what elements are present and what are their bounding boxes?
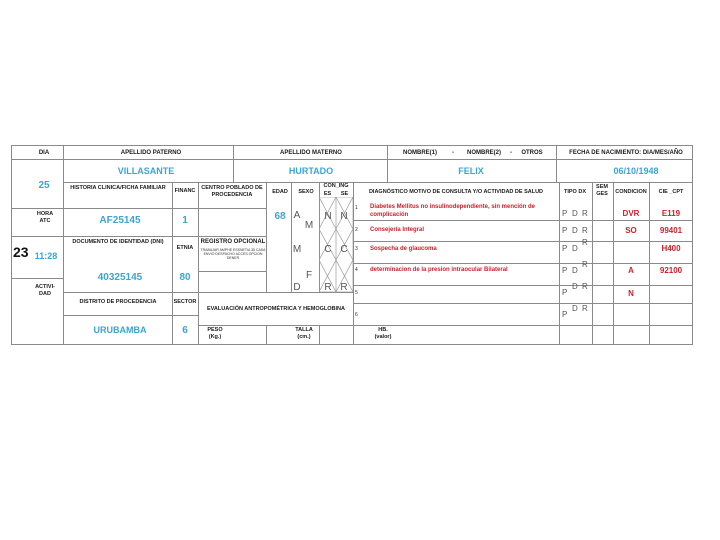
tipo-p: P [562, 310, 568, 319]
es-label: ES [323, 191, 332, 197]
sexo-label: SEXO [298, 189, 314, 195]
row-number: 1 [355, 205, 358, 211]
tipo-r: R [582, 238, 588, 247]
sex-f: F [305, 270, 313, 281]
condicion-value: DVR [622, 209, 640, 218]
tipo-r: R [582, 260, 588, 269]
tipo-p: P [562, 226, 568, 235]
talla-label: TALLA (cm.) [295, 327, 313, 340]
hb-label: HB. (valor) [374, 327, 392, 340]
header-dia: DIA [38, 150, 50, 156]
tipo-d: D [572, 209, 578, 218]
tipo-d: D [572, 226, 578, 235]
hora-atc-label: HORA ATC [36, 211, 54, 224]
tipo-r: R [582, 226, 588, 235]
actividad-label: ACTIVI-DAD [35, 284, 55, 297]
dx-text: Diabetes Mellitus no insulinodependiente, sin mención de complicación [370, 204, 536, 218]
cie-value: E119 [661, 209, 681, 218]
sector-label: SECTOR [173, 299, 197, 305]
registro-opcional-label: REGISTRO OPCIONAL [200, 239, 266, 245]
documento-label: DOCUMENTO DE IDENTIDAD (DNI) [72, 239, 164, 245]
header-dash2: - [510, 150, 512, 156]
con-ing-se-2: C [340, 244, 348, 255]
cie-cpt-label: CIE _CPT [658, 189, 684, 195]
condicion-value: SO [625, 226, 637, 235]
historia-label: HISTORIA CLINICA/FICHA FAMILIAR [70, 185, 166, 191]
edad-label: EDAD [272, 189, 288, 195]
con-ing-se-1: N [340, 211, 348, 222]
dx-text: determinacion de la presion intraocular Bilateral [370, 267, 508, 273]
tipo-p: P [562, 244, 568, 253]
distrito-label: DISTRITO DE PROCEDENCIA [79, 299, 157, 305]
condicion-value: N [628, 289, 634, 298]
centro-poblado-label: CENTRO POBLADO DE PROCEDENCIA [201, 185, 263, 198]
con-ing-se-3: R [340, 282, 348, 293]
historia-value: AF25145 [99, 215, 141, 226]
cie-value: 92100 [659, 266, 683, 275]
sem-ges-label: SEM GES [596, 184, 608, 197]
row-number: 3 [355, 246, 358, 252]
tipo-p: P [562, 209, 568, 218]
peso-label: PESO (Kg.) [207, 327, 223, 340]
tipo-dx-label: TIPO DX [563, 189, 586, 195]
sex-m1: M [304, 220, 314, 231]
apellido-materno-value: HURTADO [288, 166, 334, 176]
header-nombre2: NOMBRE(2) [467, 150, 501, 156]
nombre-value: FELIX [458, 166, 484, 176]
con-ing-es-1: N [324, 211, 332, 222]
condicion-label: CONDICION [615, 189, 647, 195]
registro-sub-label: TRABAJAR AMPHE ESSNETIA 35 CASA ENVIO DESPACHO ACCES OPCION DENER [200, 248, 266, 260]
cie-value: H400 [661, 244, 681, 253]
header-apellido-paterno: APELLIDO PATERNO [120, 150, 182, 156]
con-ing-label: CON_ING [323, 183, 349, 189]
row-number: 5 [355, 290, 358, 296]
financ-label: FINANC [174, 188, 196, 194]
row-number: 4 [355, 267, 358, 273]
con-ing-es-2: C [324, 244, 332, 255]
cie-value: 99401 [659, 226, 683, 235]
financ-value: 1 [182, 215, 188, 226]
tipo-p: P [562, 288, 568, 297]
header-otros: OTROS [521, 150, 543, 156]
tipo-r: R [582, 209, 588, 218]
condicion-value: A [628, 266, 634, 275]
con-ing-es-3: R [324, 282, 332, 293]
apellido-paterno-value: VILLASANTE [117, 166, 175, 176]
day-outside: 23 [13, 244, 29, 260]
tipo-d: D [572, 282, 578, 291]
sex-m2: M [292, 244, 302, 255]
etnia-label: ETNIA [176, 245, 194, 251]
header-apellido-materno: APELLIDO MATERNO [280, 150, 342, 156]
row-number: 6 [355, 312, 358, 318]
tipo-r: R [582, 282, 588, 291]
se-label: SE [340, 191, 349, 197]
tipo-d: D [572, 244, 578, 253]
dx-text: Sospecha de glaucoma [370, 246, 437, 252]
dia-value: 25 [38, 180, 50, 191]
evaluacion-label: EVALUACIÓN ANTROPOMÉTRICA Y HEMOGLOBINA [206, 306, 345, 312]
sector-value: 6 [182, 325, 188, 336]
diagnostico-label: DIAGNÓSTICO MOTIVO DE CONSULTA Y/O ACTIVIDAD DE SALUD [368, 189, 544, 195]
header-nombre1: NOMBRE(1) [403, 150, 437, 156]
edad-value: 68 [274, 211, 286, 222]
fecha-nac-value: 06/10/1948 [613, 166, 659, 176]
hora-value: 11:28 [34, 251, 58, 261]
header-fecha-nac: FECHA DE NACIMIENTO: DIA/MES/AÑO [569, 150, 683, 156]
sex-d: D [293, 282, 301, 293]
etnia-value: 80 [179, 272, 191, 283]
tipo-r: R [582, 304, 588, 313]
dni-value: 40325145 [97, 272, 143, 283]
header-dash1: - [452, 150, 454, 156]
sex-a: A [293, 210, 301, 221]
tipo-p: P [562, 266, 568, 275]
dx-text: Consejería Integral [370, 227, 425, 233]
distrito-value: URUBAMBA [93, 325, 147, 335]
tipo-d: D [572, 266, 578, 275]
tipo-d: D [572, 304, 578, 313]
row-number: 2 [355, 227, 358, 233]
